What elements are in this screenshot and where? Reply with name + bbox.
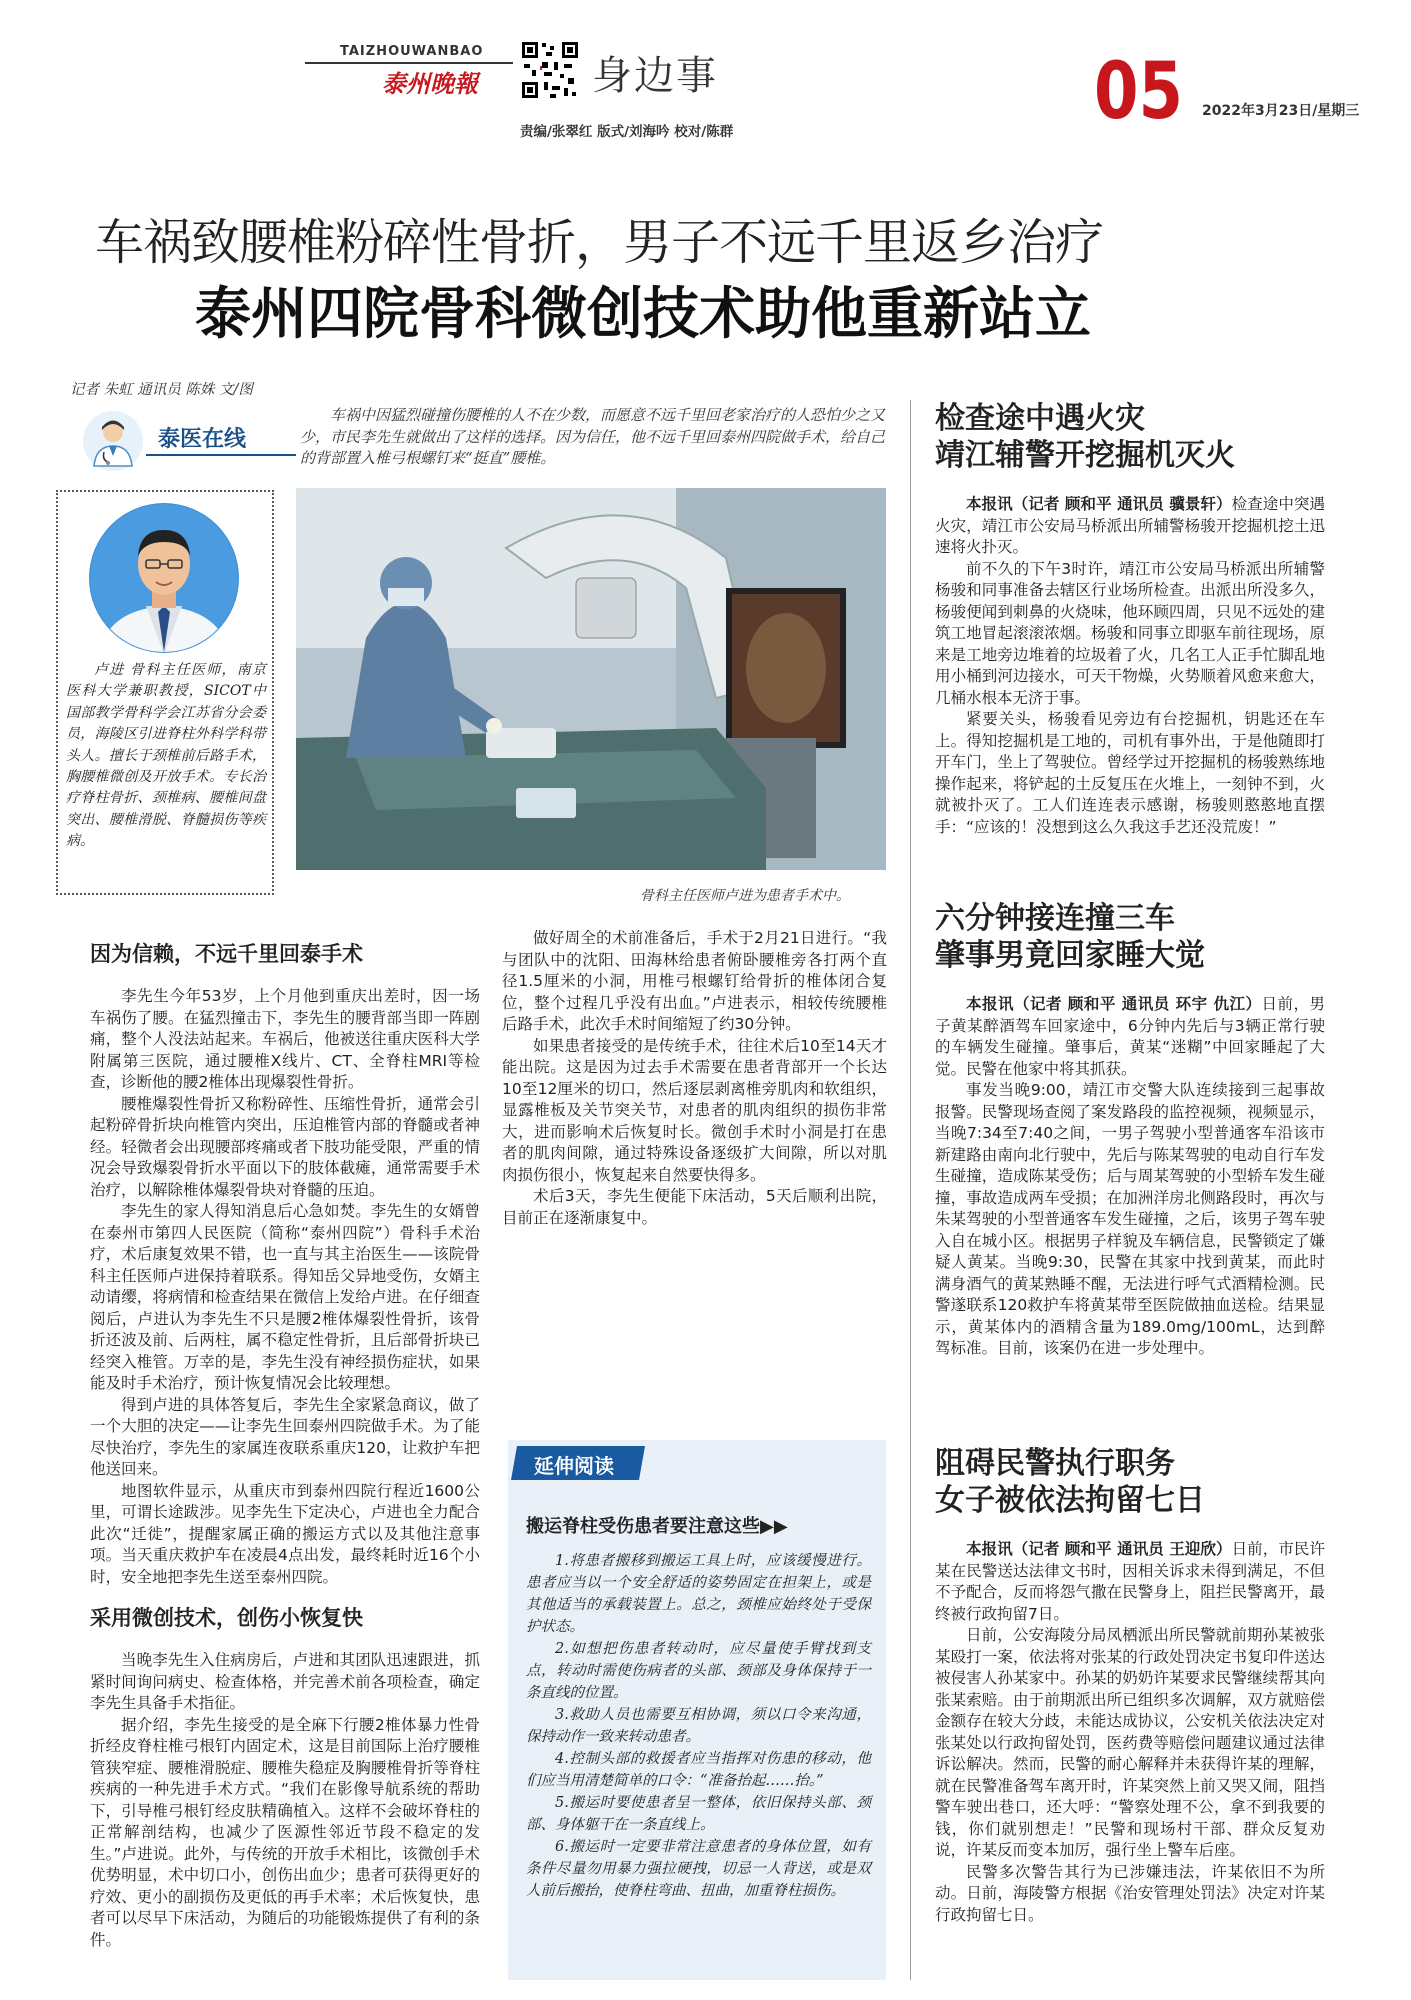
article-title: 六分钟接连撞三车: [935, 901, 1175, 936]
photo-caption: 骨科主任医师卢进为患者手术中。: [640, 888, 850, 904]
page-number: 05: [1094, 47, 1184, 137]
article-paragraph: [935, 994, 1325, 1080]
main-byline: 记者 朱虹 通讯员 陈姝 文/图: [70, 382, 253, 398]
extended-reading-label: 延伸阅读: [534, 1454, 614, 1478]
surgery-photo: [296, 488, 886, 870]
article-lead: 检查途中突遇火灾，靖江市公安局马桥派出所辅警杨骏开挖掘机挖土迅速将火扑灭。: [935, 495, 1325, 556]
article-paragraph: 前不久的下午3时许，靖江市公安局马桥派出所辅警杨骏和同事准备去辖区行业场所检查。出派出所没多久，杨骏便闻到刺鼻的火烧味，他环顾四周，只见不远处的建筑工地冒起滚滚浓烟。杨骏和同事立即驱车前往现场，原来是工地旁边堆着的垃圾着了火，几名工人正手忙脚乱地用小桶到河边接水，可天干物燥，火势顺着风愈来愈大，几桶水根本无济于事。: [935, 559, 1325, 707]
article-title: 阻碍民警执行职务: [935, 1446, 1175, 1481]
paper-name-logo: 泰州晚報: [382, 69, 478, 98]
extended-reading-item: 5.搬运时要使患者呈一整体，依旧保持头部、颈部、身体躯干在一条直线上。: [526, 1795, 871, 1833]
article-paragraph: 民警多次警告其行为已涉嫌违法，许某依旧不为所动。日前，海陵警方根据《治安管理处罚法》决定对许某行政拘留七日。: [935, 1862, 1325, 1924]
article-subtitle: 女子被依法拘留七日: [935, 1483, 1205, 1518]
column-divider: [910, 400, 911, 1980]
extended-reading-item: 6.搬运时一定要非常注意患者的身体位置，如有条件尽量勿用暴力强拉硬拽，切忌一人背送，或是双人前后搬抬，使脊柱弯曲、扭曲，加重脊柱损伤。: [526, 1839, 871, 1899]
headline-kicker: 车祸致腰椎粉碎性骨折，男子不远千里返乡治疗: [95, 214, 1104, 271]
doctor-portrait: [88, 502, 240, 654]
column-name: 泰医在线: [158, 427, 247, 452]
extended-reading-item: 3.救助人员也需要互相协调，须以口令来沟通，保持动作一致来转动患者。: [526, 1707, 871, 1745]
section1-paragraph: 李先生的家人得知消息后心急如焚。李先生的女婿曾在泰州市第四人民医院（简称“泰州四院”）骨科手术治疗，术后康复效果不错，也一直与其主治医生——该院骨科主任医师卢进保持着联系。得知岳父异地受伤，女婿主动请缨，将病情和检查结果在微信上发给卢进。在仔细查阅后，卢进认为李先生不只是腰2椎体爆裂性骨折，该骨折还波及前、后两柱，属不稳定性骨折，且后部骨折块已经突入椎管。万幸的是，李先生没有神经损伤症状，如果能及时手术治疗，预计恢复情况会比较理想。: [90, 1202, 480, 1392]
extended-reading-box: [508, 1440, 886, 1980]
section2-title: 采用微创技术，创伤小恢复快: [90, 1606, 363, 1630]
doctor-bio-box: [56, 490, 274, 895]
qr-code-icon: [520, 40, 580, 100]
section1-paragraph: 得到卢进的具体答复后，李先生全家紧急商议，做了一个大胆的决定——让李先生回泰州四院做手术。为了能尽快治疗，李先生的家属连夜联系重庆120，让救护车把他送回来。: [90, 1395, 480, 1478]
section2-paragraph: 如果患者接受的是传统手术，往往术后10至14天才能出院。这是因为过去手术需要在患者背部开一个长达10至12厘米的切口，然后逐层剥离椎旁肌肉和软组织，显露椎板及关节突关节，对患者的肌肉组织的损伤非常大，进而影响术后恢复时长。微创手术时小洞是打在患者的肌肉间隙，通过特殊设备逐级扩大间隙，所以对肌肉损伤很小，恢复起来自然要快得多。: [502, 1036, 887, 1184]
section1-paragraph: 地图软件显示，从重庆市到泰州四院行程近1600公里，可谓长途跋涉。见李先生下定决心，卢进也全力配合此次“迁徙”，提醒家属正确的搬运方式以及其他注意事项。当天重庆救护车在凌晨4点出发，最终耗时近16个小时，安全地把李先生送至泰州四院。: [90, 1481, 480, 1586]
section2-paragraph-start: 据介绍，李先生接受的是全麻下行腰2椎体暴力性骨折经皮脊柱椎弓根钉内固定术，这是目前国际上治疗腰椎管狭窄症、腰椎滑脱症、腰椎失稳症及胸腰椎骨折等脊柱疾病的一种先进手术方式。“我们在影像导航系统的帮助下，引导椎弓根钉经皮肤精确植入。这样不会破坏脊柱的正常解剖结构，也减少了医源性邻近节段不稳定的发生。”卢进说。此外，与传统的开放手术相比，该微创手术优势明显，术中切口小，创伤出血少；患者可获得更好的疗效、更小的副损伤及更低的再手术率；术后恢复快，患者可以尽早下床活动，为随后的功能锻炼提供了有利的条件。: [90, 1715, 480, 1949]
section1-paragraph: 李先生今年53岁，上个月他到重庆出差时，因一场车祸伤了腰。在猛烈撞击下，李先生的腰背部当即一阵剧痛，整个人没法站起来。车祸后，他被送往重庆医科大学附属第三医院，通过腰椎X线片、CT、全脊柱MRI等检查，诊断他的腰2椎体出现爆裂性骨折。: [90, 987, 480, 1091]
masthead-pinyin: TAIZHOUWANBAO: [340, 44, 484, 59]
issue-date: 2022年3月23日/星期三: [1202, 103, 1360, 119]
intro-paragraph: 车祸中因猛烈碰撞伤腰椎的人不在少数，而愿意不远千里回老家治疗的人恐怕少之又少，市民李先生就做出了这样的选择。因为信任，他不远千里回泰州四院做手术，给自己的背部置入椎弓根螺钉来“挺直”腰椎。: [300, 406, 886, 467]
article-paragraph: [935, 1539, 1325, 1625]
extended-reading-item: 2.如想把伤患者转动时，应尽量使手臂找到支点，转动时需使伤病者的头部、颈部及身体保持于一条直线的位置。: [526, 1641, 871, 1701]
section1-title: 因为信赖，不远千里回泰手术: [90, 942, 363, 966]
section2-paragraph: 术后3天，李先生便能下床活动，5天后顺利出院，目前正在逐渐康复中。: [502, 1187, 887, 1227]
headline-main: 泰州四院骨科微创技术助他重新站立: [195, 282, 1091, 347]
article-byline: 本报讯（记者 顾和平 通讯员 骥景轩）: [966, 495, 1232, 513]
main-column-a: [90, 938, 480, 1949]
article-lead: 日前，市民许某在民警送达法律文书时，因相关诉求未得到满足，不但不予配合，反而将怨气撒在民警身上，阻拦民警离开，最终被行政拘留7日。: [935, 1540, 1325, 1623]
right-article-drunk-driving: [935, 900, 1325, 1360]
article-title: 检查途中遇火灾: [935, 401, 1145, 436]
section2-paragraph: 当晚李先生入住病房后，卢进和其团队迅速跟进，抓紧时间询问病史、检查体格，并完善术前各项检查，确定李先生具备手术指征。: [90, 1651, 480, 1712]
article-paragraph: 事发当晚9:00，靖江市交警大队连续接到三起事故报警。民警现场查阅了案发路段的监控视频，视频显示，当晚7:34至7:40之间，一男子驾驶小型普通客车沿该市新建路由南向北行驶中，先后与陈某驾驶的电动自行车发生碰撞，造成陈某受伤；后与周某驾驶的小型轿车发生碰撞，事故造成两车受损；在加洲洋房北侧路段时，再次与朱某驾驶的小型普通客车发生碰撞，之后，该男子驾车驶入自在城小区。根据男子样貌及车辆信息，民警锁定了嫌疑人黄某。当晚9:30，民警在其家中找到黄某，而此时满身酒气的黄某熟睡不醒，无法进行呼气式酒精检测。民警遂联系120救护车将黄某带至医院做抽血送检。结果显示，黄某体内的酒精含量为189.0mg/100mL，达到醉驾标准。目前，该案仍在进一步处理中。: [935, 1081, 1325, 1357]
section-title: 身边事: [592, 53, 718, 99]
doctor-avatar-icon: [82, 410, 144, 472]
doctor-bio-text: [66, 660, 266, 853]
article-paragraph: [935, 494, 1325, 559]
right-article-fire: [935, 400, 1325, 838]
article-byline: 本报讯（记者 顾和平 通讯员 王迎欣）: [966, 1540, 1232, 1558]
intro-text: [300, 405, 885, 470]
article-subtitle: 靖江辅警开挖掘机灭火: [935, 438, 1235, 473]
article-paragraph: 紧要关头，杨骏看见旁边有台挖掘机，钥匙还在车上。得知挖掘机是工地的，司机有事外出，于是他随即打开车门，坐上了驾驶位。曾经学过开挖掘机的杨骏熟练地操作起来，将铲起的土反复压在火堆上，一刻钟不到，火就被扑灭了。工人们连连表示感谢，杨骏则憨憨地直摆手：“应该的！没想到这么久我这手艺还没荒废！”: [935, 710, 1325, 836]
right-article-obstruction: [935, 1445, 1325, 1926]
main-column-b: [502, 928, 887, 1428]
extended-reading-item: 1.将患者搬移到搬运工具上时，应该缓慢进行。患者应当以一个安全舒适的姿势固定在担架上，或是其他适当的承载装置上。总之，颈椎应始终处于受保护状态。: [526, 1553, 871, 1635]
doctor-bio: 卢进 骨科主任医师，南京医科大学兼职教授，SICOT中国部教学骨科学会江苏省分会委员，海陵区引进脊柱外科学科带头人。擅长于颈椎前后路手术，胸腰椎微创及开放手术。专长治疗脊柱骨折、颈椎病、腰椎间盘突出、腰椎滑脱、脊髓损伤等疾病。: [66, 662, 266, 850]
article-paragraph: 日前，公安海陵分局凤栖派出所民警就前期孙某被张某殴打一案，依法将对张某的行政处罚决定书复印件送达被侵害人孙某家中。孙某的奶奶许某要求民警继续帮其向张某索赔。由于前期派出所已组织多次调解，双方就赔偿金额存在较大分歧，未能达成协议，公安机关依法决定对张某处以行政拘留处罚，医药费等赔偿问题建议通过法律诉讼解决。然而，民警的耐心解释并未获得许某的理解，就在民警准备驾车离开时，许某突然上前又哭又闹，阻挡警车驶出巷口，还大呼：“警察处理不公，拿不到我要的钱，你们就别想走！”民警和现场村干部、群众反复劝说，许某反而变本加厉，强行坐上警车后座。: [935, 1626, 1325, 1859]
section2-paragraph: 做好周全的术前准备后，手术于2月21日进行。“我与团队中的沈阳、田海林给患者俯卧腰椎旁各打两个直径1.5厘米的小洞，用椎弓根螺钉给骨折的椎体闭合复位，整个过程几乎没有出血。”卢进表示，相较传统腰椎后路手术，此次手术时间缩短了约30分钟。: [502, 929, 887, 1033]
article-lead: 日前，男子黄某醉酒驾车回家途中，6分钟内先后与3辆正常行驶的车辆发生碰撞。肇事后，黄某“迷糊”中回家睡起了大觉。民警在他家中将其抓获。: [935, 995, 1325, 1078]
section1-paragraph: 腰椎爆裂性骨折又称粉碎性、压缩性骨折，通常会引起粉碎骨折块向椎管内突出，压迫椎管内部的脊髓或者神经。轻微者会出现腰部疼痛或者下肢功能受限，严重的情况会导致爆裂骨折水平面以下的肢体截瘫，通常需要手术治疗，以解除椎体爆裂骨块对脊髓的压迫。: [90, 1094, 480, 1199]
article-subtitle: 肇事男竟回家睡大觉: [935, 938, 1205, 973]
extended-reading-list: [526, 1550, 871, 1902]
masthead: [0, 0, 1411, 150]
staff-credits: 责编/张翠红 版式/刘海吟 校对/陈群: [520, 124, 734, 140]
article-byline: 本报讯（记者 顾和平 通讯员 环宇 仇江）: [966, 995, 1262, 1013]
extended-reading-item: 4.控制头部的救援者应当指挥对伤患的移动，他们应当用清楚简单的口令：“准备抬起……抬。”: [526, 1751, 871, 1789]
extended-reading-title: 搬运脊柱受伤患者要注意这些▶▶: [526, 1516, 788, 1537]
